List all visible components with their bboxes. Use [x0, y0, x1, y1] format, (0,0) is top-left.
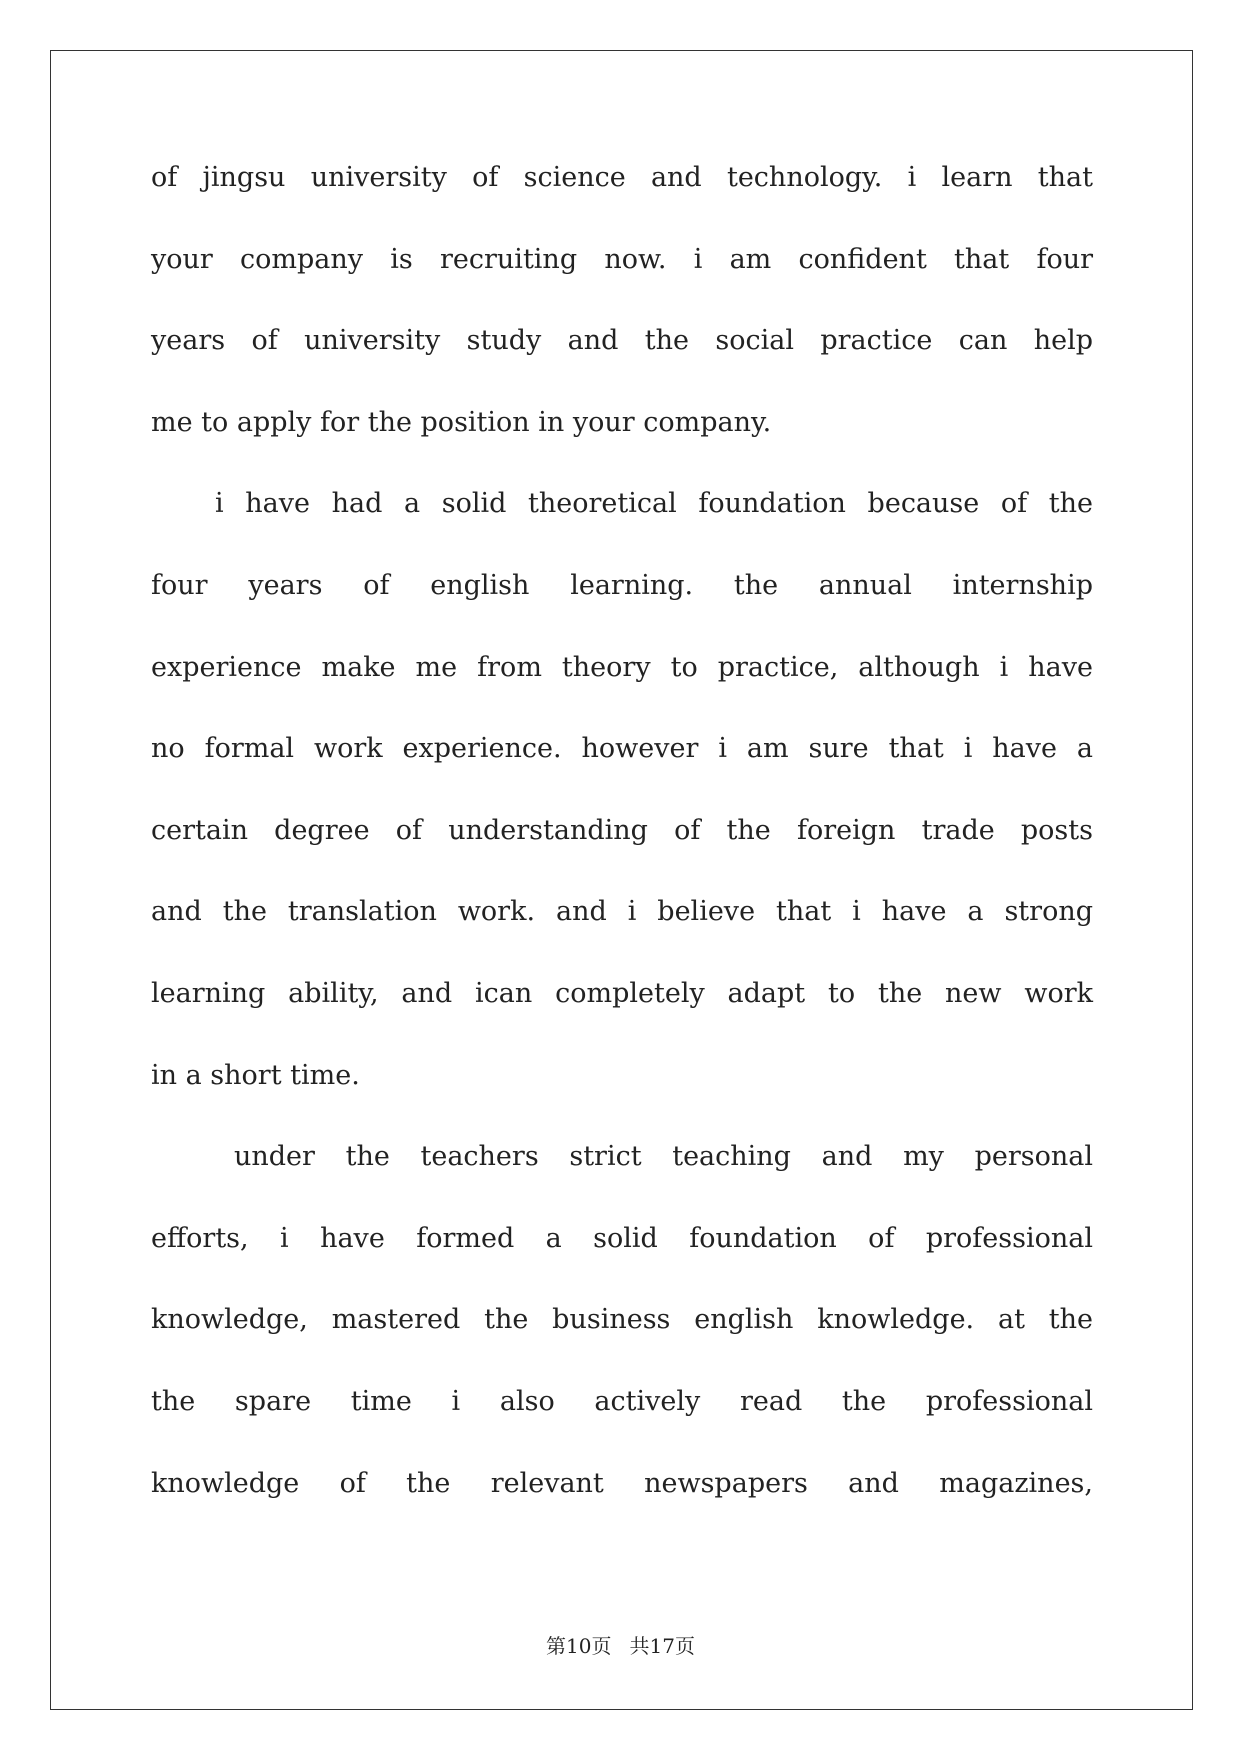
text-line: knowledge of the relevant newspapers and magazines, [151, 1467, 1093, 1499]
text-line: certain degree of understanding of the foreign trade posts [151, 814, 1093, 846]
paragraph-first-line: i have had a solid theoretical foundation because of the [215, 488, 1093, 520]
text-line: efforts, i have formed a solid foundation of professional [151, 1222, 1093, 1254]
page-footer [0, 1630, 1241, 1659]
page-number: 第10页 [546, 1634, 612, 1658]
text-line: the spare time i also actively read the professional [151, 1385, 1093, 1417]
text-line: in a short time. [151, 1059, 360, 1091]
paragraph-first-line: under the teachers strict teaching and my personal [234, 1141, 1093, 1173]
text-line: years of university study and the social practice can help [151, 325, 1093, 357]
text-line: me to apply for the position in your company. [151, 406, 772, 438]
text-line: experience make me from theory to practice, although i have [151, 651, 1093, 683]
page-total: 共17页 [629, 1634, 695, 1658]
text-line: and the translation work. and i believe that i have a strong [151, 896, 1093, 928]
document-body [151, 160, 1093, 1547]
text-line: learning ability, and ican completely adapt to the new work [151, 977, 1093, 1009]
text-line: knowledge, mastered the business english knowledge. at the [151, 1304, 1093, 1336]
text-line: of jingsu university of science and technology. i learn that [151, 162, 1093, 193]
text-line: your company is recruiting now. i am confident that four [151, 243, 1093, 275]
text-line: four years of english learning. the annual internship [151, 569, 1093, 601]
text-line: no formal work experience. however i am sure that i have a [151, 733, 1093, 765]
